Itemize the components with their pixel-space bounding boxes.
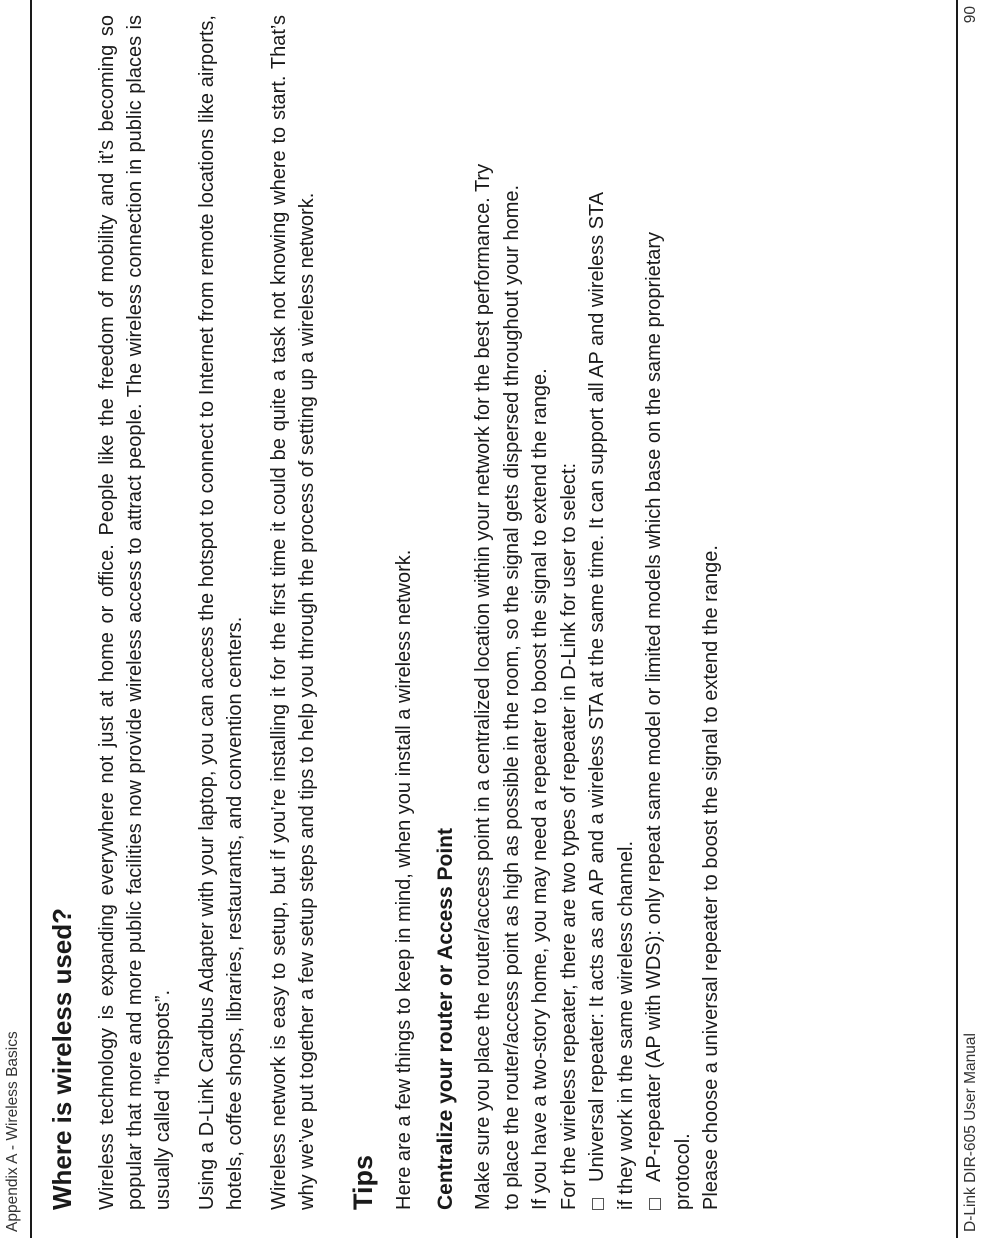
bullet-item-universal-repeater: [583, 15, 612, 1210]
section-title-where-wireless-used: Where is wireless used?: [47, 907, 77, 1210]
section-title-tips: Tips: [347, 1154, 378, 1210]
bullet-text: Universal repeater: It acts as an AP and a wireless STA at the same time. It can support all AP and wireless STA: [586, 191, 609, 1182]
bullet-continuation: protocol.: [671, 1133, 694, 1210]
subsection-title-centralize: Centralize your router or Access Point: [434, 828, 458, 1210]
centralize-line: For the wireless repeater, there are two types of repeater in D-Link for user to select:: [557, 462, 580, 1210]
page-number: 90: [962, 6, 979, 24]
footer-manual-title: D-Link DIR-605 User Manual: [962, 1033, 979, 1232]
footer-divider: [956, 0, 958, 1238]
bullet-continuation: if they work in the same wireless channel.: [614, 840, 637, 1210]
page-header: Appendix A - Wireless Basics: [4, 1031, 21, 1232]
paragraph-wireless-technology: Wireless technology is expanding everywhere not just at home or office. People like the freedom of mobility and it’s becoming so popular that more and more public facilities now provide wireless access to attract people. The wireless connection in public places is usually called “hotspots”.: [95, 15, 174, 1210]
centralize-line: Make sure you place the router/access point in a centralized location within your network for the best performance. Try: [472, 163, 495, 1210]
centralize-closing: Please choose a universal repeater to boost the signal to extend the range.: [700, 545, 723, 1210]
paragraph-tips-intro: Here are a few things to keep in mind, when you install a wireless network.: [393, 549, 416, 1210]
paragraph-easy-setup: Wireless network is easy to setup, but if you’re installing it for the first time it could be quite a task not knowing where to start. That’s why we’ve put together a few setup steps and tips to help you through the process of setting up a wireless network.: [267, 15, 318, 1210]
bullet-text: AP-repeater (AP with WDS): only repeat same model or limited models which base on the same proprietary: [643, 231, 666, 1182]
bullet-box-icon: [649, 1198, 661, 1210]
bullet-box-icon: [592, 1198, 604, 1210]
centralize-line: If you have a two-story home, you may need a repeater to boost the signal to extend the range.: [529, 368, 552, 1210]
header-divider: [30, 0, 32, 1238]
centralize-line: to place the router/access point as high as possible in the room, so the signal gets dispersed throughout your home.: [500, 184, 523, 1210]
paragraph-cardbus-adapter: Using a D-Link Cardbus Adapter with your laptop, you can access the hotspot to connect to Internet from remote locations like airports, hotels, coffee shops, libraries, restaurants, and convention centers.: [195, 15, 246, 1210]
page-content: [48, 15, 726, 1210]
bullet-item-ap-repeater: [640, 15, 669, 1210]
centralize-body: [469, 15, 726, 1210]
